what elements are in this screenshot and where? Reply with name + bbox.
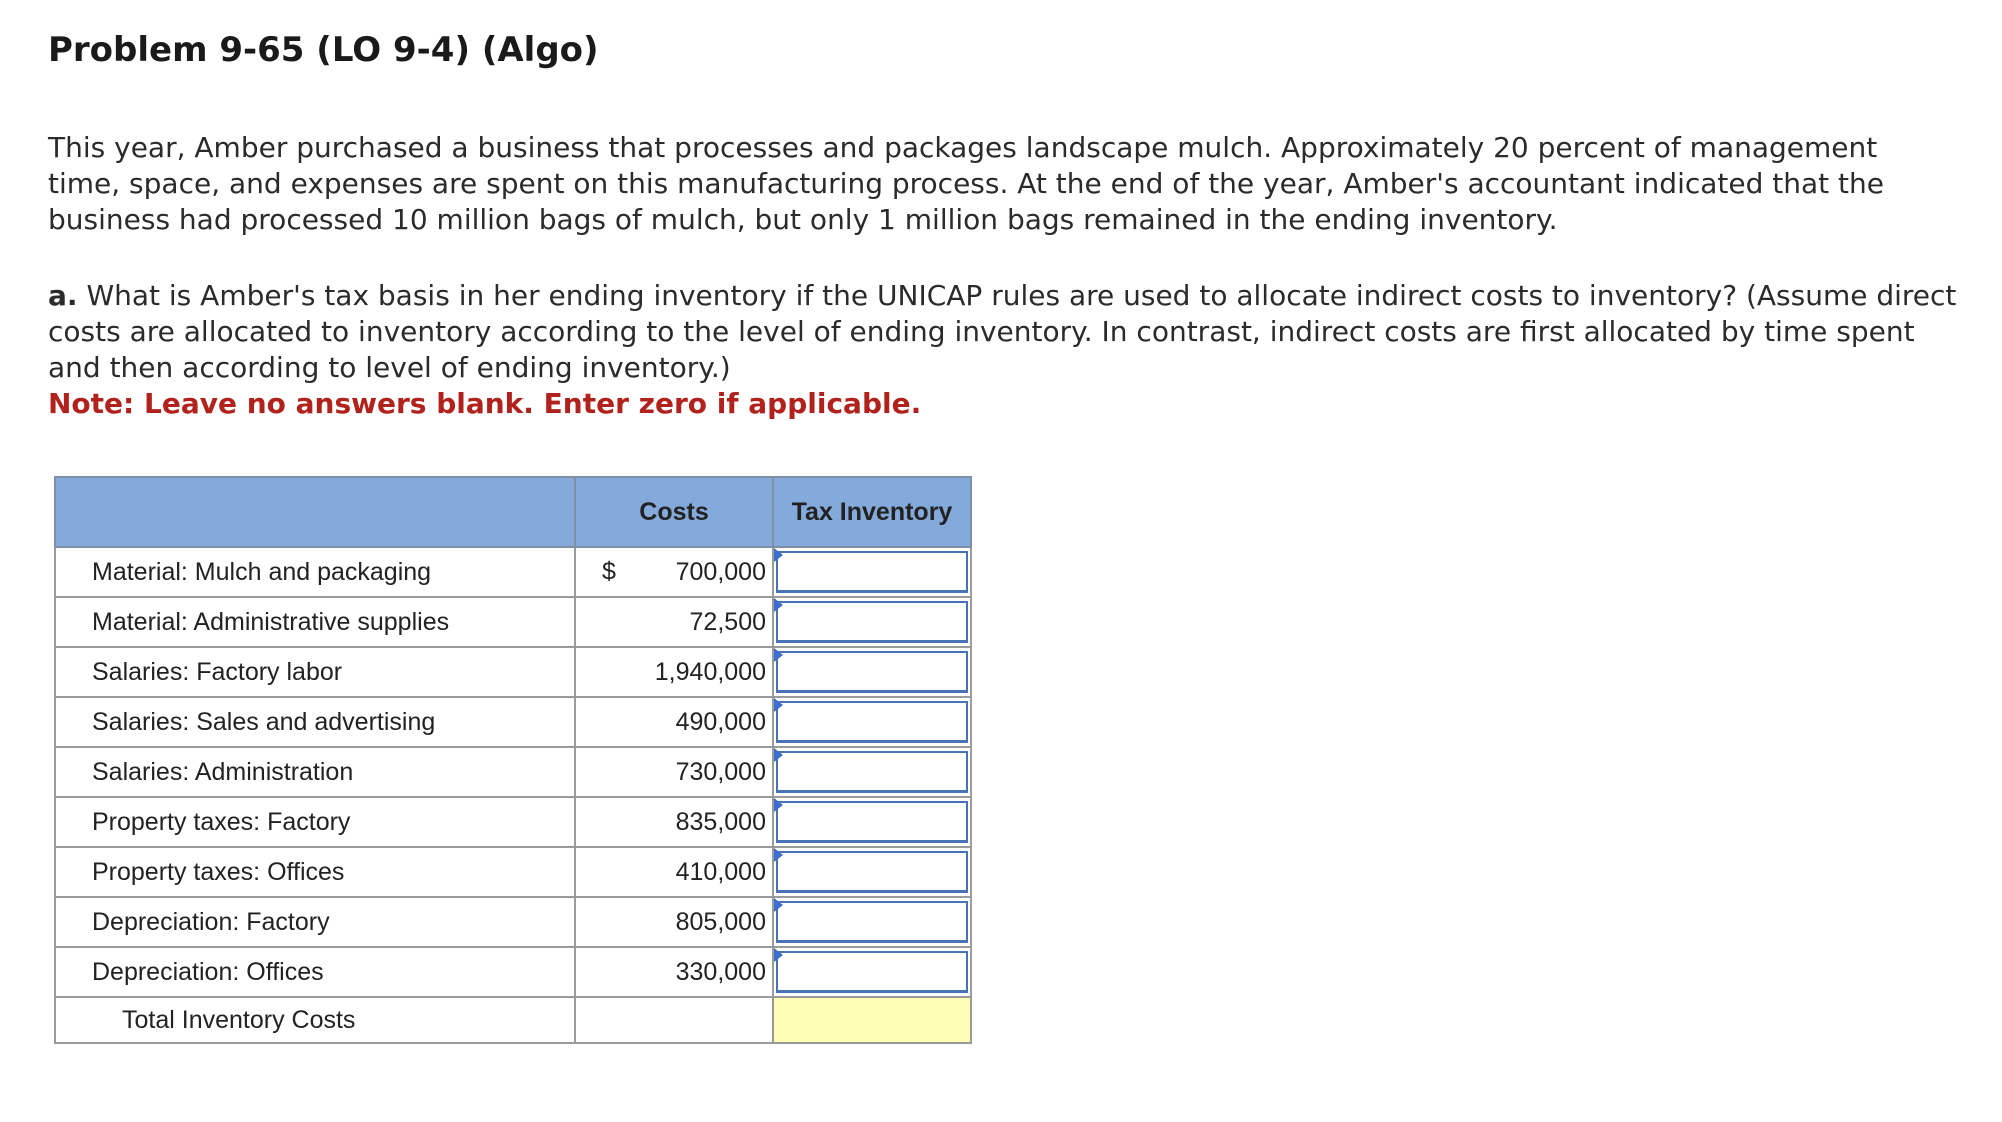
cell-indicator-icon bbox=[774, 848, 783, 862]
table-row bbox=[55, 697, 971, 747]
tax-inventory-input[interactable] bbox=[776, 951, 968, 993]
cell-indicator-icon bbox=[774, 748, 783, 762]
cost-value: 330,000 bbox=[675, 957, 766, 986]
row-label: Material: Administrative supplies bbox=[55, 597, 575, 647]
total-row bbox=[55, 997, 971, 1043]
row-label: Depreciation: Factory bbox=[55, 897, 575, 947]
header-costs: Costs bbox=[575, 477, 773, 547]
cost-value: 730,000 bbox=[675, 757, 766, 786]
cell-indicator-icon bbox=[774, 648, 783, 662]
tax-inventory-input[interactable] bbox=[776, 651, 968, 693]
tax-inventory-cell bbox=[773, 697, 971, 747]
table-header-row bbox=[55, 477, 971, 547]
currency-symbol: $ bbox=[602, 557, 616, 586]
cost-value: 835,000 bbox=[675, 807, 766, 836]
table-row bbox=[55, 897, 971, 947]
row-cost bbox=[575, 897, 773, 947]
total-tax-inventory-value bbox=[773, 997, 971, 1043]
cell-indicator-icon bbox=[774, 798, 783, 812]
tax-inventory-input[interactable] bbox=[776, 551, 968, 593]
tax-inventory-input[interactable] bbox=[776, 901, 968, 943]
row-cost bbox=[575, 947, 773, 997]
cost-value: 1,940,000 bbox=[654, 657, 766, 686]
header-label bbox=[55, 477, 575, 547]
instruction-note: Note: Leave no answers blank. Enter zero if applicable. bbox=[48, 387, 922, 420]
row-cost bbox=[575, 847, 773, 897]
cell-indicator-icon bbox=[774, 898, 783, 912]
cell-indicator-icon bbox=[774, 548, 783, 562]
cell-indicator-icon bbox=[774, 598, 783, 612]
cost-value: 410,000 bbox=[675, 857, 766, 886]
tax-inventory-cell bbox=[773, 897, 971, 947]
row-cost bbox=[575, 597, 773, 647]
tax-inventory-input[interactable] bbox=[776, 601, 968, 643]
row-label: Depreciation: Offices bbox=[55, 947, 575, 997]
cell-indicator-icon bbox=[774, 948, 783, 962]
tax-inventory-cell bbox=[773, 847, 971, 897]
table-row bbox=[55, 947, 971, 997]
cost-value: 700,000 bbox=[675, 557, 766, 586]
cost-value: 72,500 bbox=[689, 607, 766, 636]
row-label: Salaries: Factory labor bbox=[55, 647, 575, 697]
row-label: Property taxes: Offices bbox=[55, 847, 575, 897]
tax-inventory-input[interactable] bbox=[776, 801, 968, 843]
cell-indicator-icon bbox=[774, 698, 783, 712]
cost-value: 805,000 bbox=[675, 907, 766, 936]
table-row bbox=[55, 597, 971, 647]
tax-inventory-cell bbox=[773, 797, 971, 847]
table-row bbox=[55, 647, 971, 697]
row-cost bbox=[575, 647, 773, 697]
row-cost bbox=[575, 797, 773, 847]
row-cost bbox=[575, 697, 773, 747]
tax-inventory-input[interactable] bbox=[776, 701, 968, 743]
tax-inventory-cell bbox=[773, 947, 971, 997]
problem-title: Problem 9-65 (LO 9-4) (Algo) bbox=[48, 30, 599, 70]
row-label: Property taxes: Factory bbox=[55, 797, 575, 847]
inventory-worksheet-table bbox=[54, 476, 972, 1044]
tax-inventory-cell bbox=[773, 547, 971, 597]
row-cost bbox=[575, 747, 773, 797]
total-label: Total Inventory Costs bbox=[55, 997, 575, 1043]
row-label: Material: Mulch and packaging bbox=[55, 547, 575, 597]
tax-inventory-cell bbox=[773, 597, 971, 647]
question-a bbox=[48, 278, 1958, 422]
table-row bbox=[55, 747, 971, 797]
header-tax-inventory: Tax Inventory bbox=[773, 477, 971, 547]
table-row bbox=[55, 797, 971, 847]
table-row bbox=[55, 547, 971, 597]
total-cost-cell bbox=[575, 997, 773, 1043]
question-text: What is Amber's tax basis in her ending inventory if the UNICAP rules are used to allocate indirect costs to inventory? (Assume direct costs are allocated to inventory according to the level of ending inventory. In contrast, indirect costs are first allocated by time spent and then according to level of ending inventory.) bbox=[48, 279, 1957, 384]
question-part-label: a. bbox=[48, 279, 78, 312]
problem-intro: This year, Amber purchased a business that processes and packages landscape mulch. Approximately 20 percent of management time, space, and expenses are spent on this manufacturing process. At the end of the year, Amber's accountant indicated that the business had processed 10 million bags of mulch, but only 1 million bags remained in the ending inventory. bbox=[48, 131, 1884, 236]
row-label: Salaries: Sales and advertising bbox=[55, 697, 575, 747]
tax-inventory-input[interactable] bbox=[776, 751, 968, 793]
tax-inventory-input[interactable] bbox=[776, 851, 968, 893]
cost-value: 490,000 bbox=[675, 707, 766, 736]
row-cost bbox=[575, 547, 773, 597]
table-row bbox=[55, 847, 971, 897]
row-label: Salaries: Administration bbox=[55, 747, 575, 797]
tax-inventory-cell bbox=[773, 647, 971, 697]
tax-inventory-cell bbox=[773, 747, 971, 797]
